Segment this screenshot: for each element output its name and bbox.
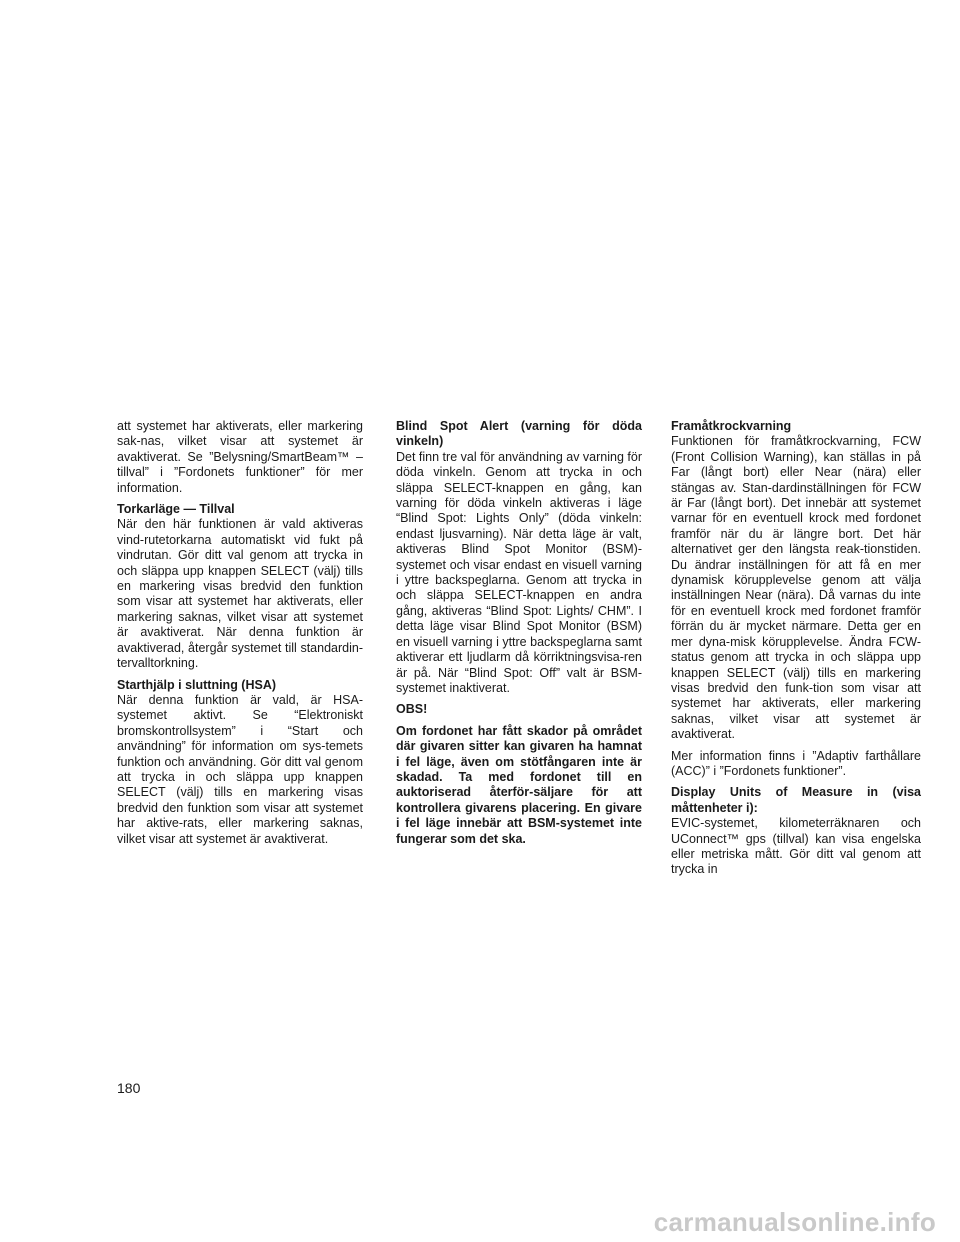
- hill-start-assist-heading: Starthjälp i sluttning (HSA): [117, 677, 277, 692]
- watermark-logo: carmanualsonline.info: [653, 1207, 936, 1237]
- wiper-mode-heading: Torkarläge — Tillval: [117, 502, 235, 517]
- column-left: [117, 419, 363, 853]
- adaptive-cruise-reference: Mer information finns i ”Adaptiv farthållare (ACC)” i ”Fordonets funktioner”.: [671, 748, 921, 778]
- note-label: OBS!: [396, 702, 428, 717]
- units-of-measure-paragraph: EVIC-systemet, kilometerräknaren och UConnect™ gps (tillval) kan visa engelska eller metriska mått. Gör ditt val genom att trycka in: [671, 816, 921, 877]
- column-right: [671, 419, 921, 878]
- intro-paragraph: att systemet har aktiverats, eller markering sak-nas, vilket visar att systemet är avaktiverat. Se ”Belysning/SmartBeam™ – tillval” i ”Fordonets funktioner” för mer information.: [117, 419, 363, 495]
- blind-spot-alert-paragraph: Det finn tre val för användning av varning för döda vinkeln. Genom att trycka in och släppa SELECT-knappen en gång, kan varning för döda vinkeln aktiveras i läge “Blind Spot: Lights Only” (döda vinkeln: endast ljusvarning). När detta läge är valt, aktiveras Blind Spot Monitor (BSM)-systemet och visar endast en visuell varning i yttre backspeglarna. Genom att trycka in och släppa SELECT-knappen en andra gång, aktiveras “Blind Spot: Lights/ CHM”. I detta läge visar Blind Spot Monitor (BSM) en visuell varning i yttre backspeglarna samt aktiverar ett ljudlarm då körriktningsvisa-ren är på. När “Blind Spot: Off” valt är BSM-systemet inaktiverat.: [396, 449, 642, 695]
- forward-collision-warning-heading: Framåtkrockvarning: [671, 419, 792, 433]
- column-middle: [396, 419, 642, 847]
- hill-start-assist-paragraph: När denna funktion är vald, är HSA-systemet aktivt. Se “Elektroniskt bromskontrollsystem” i “Start och användning” för information om sys-temets funktion och användning. Gör ditt val genom att trycka in och släppa upp knappen SELECT (välj) tills en markering visas bredvid den funktion som visar att systemet har aktive-rats, eller markering saknas, vilket visar att systemet är avaktiverat.: [117, 692, 363, 846]
- note-warning-paragraph: Om fordonet har fått skador på området där givaren sitter kan givaren ha hamnat i fel läge, även om stötfångaren inte är skadad. Ta med fordonet till en auktoriserad återför-säljare för att kontrollera givarens placering. En givare i fel läge innebär att BSM-systemet inte fungerar som det ska.: [396, 723, 642, 846]
- wiper-mode-paragraph: När den här funktionen är vald aktiveras vind-rutetorkarna automatiskt vid fukt på vindrutan. Gör ditt val genom att trycka in och släppa upp knappen SELECT (välj) tills en markering visas bredvid den funktion som visar att systemet har aktiverats, eller markering saknas, vilket visar att systemet är avaktiverat. När denna funktion är avaktiverad, återgår systemet till standardin-tervalltorkning.: [117, 517, 363, 671]
- units-of-measure-heading: Display Units of Measure in (visa måttenheter i):: [671, 785, 921, 815]
- blind-spot-alert-heading: Blind Spot Alert (varning för döda vinkeln): [396, 419, 642, 449]
- page-number: 180: [117, 1080, 141, 1096]
- forward-collision-warning-paragraph: Funktionen för framåtkrockvarning, FCW (Front Collision Warning), kan ställas in på Far (långt bort) eller Near (nära) eller stängas av. Stan-dardinställningen för FCW är Far (långt bort). Det innebär att systemet varnar för en eventuell krock med fordonet framför när du är längre bort. Det här alternativet ger den längsta reak-tionstiden. Du ändrar inställningen för att få en mer dynamisk körupplevelse genom att välja inställningen Near (nära). Då varnas du inte för en eventuell krock med fordonet framför förrän du är mycket närmare. Detta ger en mer dyna-misk körupplevelse. Ändra FCW-status genom att trycka in och släppa upp knappen SELECT (välj) tills en markering visas bredvid den funk-tion som visar att systemet har aktiverats, eller markering saknas, vilket visar att systemet är avaktiverat.: [671, 434, 921, 742]
